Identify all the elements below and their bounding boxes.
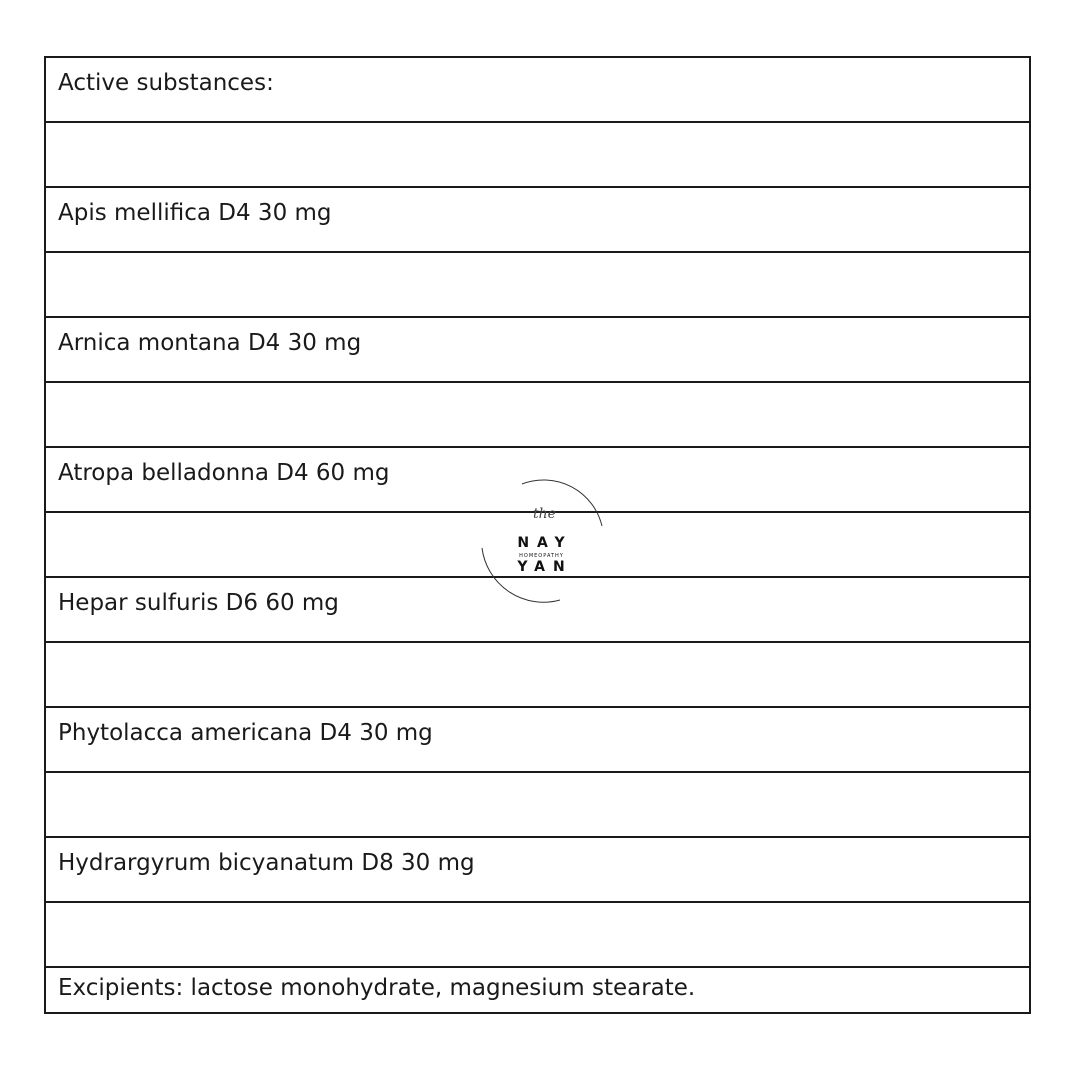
table-cell	[45, 57, 1030, 122]
watermark-line2: YAN	[517, 559, 573, 575]
ingredients-table	[44, 56, 1031, 1014]
watermark-script: the	[533, 506, 556, 522]
cell-text: Atropa belladonna D4 60 mg	[58, 460, 390, 486]
table-cell	[45, 772, 1030, 837]
cell-text	[58, 253, 1029, 265]
cell-text	[58, 123, 1029, 135]
cell-text	[58, 643, 1029, 655]
watermark-subtitle: HOMEOPATHY	[519, 553, 564, 559]
table-row	[45, 967, 1030, 1013]
table-row	[45, 187, 1030, 252]
table-row	[45, 57, 1030, 122]
table-cell	[45, 902, 1030, 967]
cell-text	[58, 513, 1029, 525]
table-cell	[45, 967, 1030, 1013]
table-row	[45, 252, 1030, 317]
cell-text	[58, 903, 1029, 915]
table-cell	[45, 447, 1030, 512]
cell-text	[58, 383, 1029, 395]
table-row	[45, 512, 1030, 577]
table-row	[45, 902, 1030, 967]
table-cell	[45, 187, 1030, 252]
cell-text: Active substances:	[58, 70, 274, 96]
cell-text: Hydrargyrum bicyanatum D8 30 mg	[58, 850, 475, 876]
cell-text: Arnica montana D4 30 mg	[58, 330, 362, 356]
table-cell	[45, 577, 1030, 642]
table-cell	[45, 512, 1030, 577]
table-row	[45, 837, 1030, 902]
table-cell	[45, 122, 1030, 187]
table-cell	[45, 252, 1030, 317]
watermark-line1: NAY	[517, 535, 573, 551]
table-row	[45, 772, 1030, 837]
table-row	[45, 382, 1030, 447]
cell-text: Hepar sulfuris D6 60 mg	[58, 590, 339, 616]
cell-text: Excipients: lactose monohydrate, magnesium stearate.	[58, 975, 696, 1001]
table-cell	[45, 642, 1030, 707]
table-cell	[45, 382, 1030, 447]
table-cell	[45, 837, 1030, 902]
table-cell	[45, 707, 1030, 772]
table-row	[45, 642, 1030, 707]
cell-text: Apis mellifica D4 30 mg	[58, 200, 332, 226]
cell-text	[58, 773, 1029, 785]
table-row	[45, 122, 1030, 187]
table-cell	[45, 317, 1030, 382]
table-row	[45, 317, 1030, 382]
cell-text: Phytolacca americana D4 30 mg	[58, 720, 433, 746]
table-row	[45, 447, 1030, 512]
table-row	[45, 577, 1030, 642]
table-row	[45, 707, 1030, 772]
